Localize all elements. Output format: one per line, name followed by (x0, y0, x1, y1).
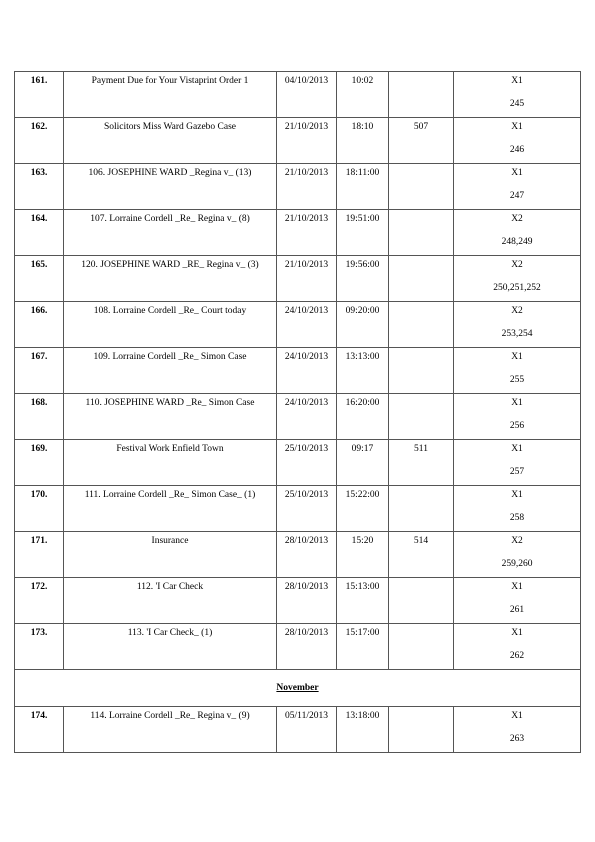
entry-title-cell (64, 707, 277, 753)
table-row (15, 486, 581, 532)
entry-number-cell (15, 707, 64, 753)
table-row (15, 164, 581, 210)
entry-date-cell (277, 164, 337, 210)
month-separator-row (15, 670, 581, 707)
entry-title: 110. JOSEPHINE WARD _Re_ Simon Case (85, 398, 255, 408)
entry-reference-cell (389, 578, 454, 624)
entry-number: 162. (30, 122, 48, 132)
entry-reference (389, 624, 453, 627)
entry-title-cell (64, 72, 277, 118)
entry-date: 25/10/2013 (284, 490, 329, 500)
entry-title-cell (64, 302, 277, 348)
entry-number: 167. (30, 352, 48, 362)
entry-time-cell (337, 210, 389, 256)
entry-title: 113. 'I Car Check_ (1) (127, 628, 213, 638)
entry-count: X1 (511, 168, 523, 178)
entry-number-cell (15, 532, 64, 578)
entry-reference-cell (389, 486, 454, 532)
entry-count: X1 (511, 711, 523, 721)
entry-date-cell (277, 72, 337, 118)
entry-time-cell (337, 440, 389, 486)
entry-pages-cell (454, 72, 581, 118)
correspondence-log-table (14, 71, 581, 753)
entry-date: 21/10/2013 (284, 260, 329, 270)
entry-count: X1 (511, 444, 523, 454)
entry-pages-cell (454, 256, 581, 302)
entry-pages-cell (454, 164, 581, 210)
entry-time: 15:13:00 (345, 582, 380, 592)
entry-time: 15:20 (351, 536, 374, 546)
entry-count: X1 (511, 490, 523, 500)
entry-date-cell (277, 394, 337, 440)
entry-reference-cell (389, 348, 454, 394)
entry-pages: 259,260 (501, 559, 533, 569)
entry-time-cell (337, 624, 389, 670)
entry-number: 170. (30, 490, 48, 500)
entry-pages: 261 (509, 605, 525, 615)
entry-title-cell (64, 624, 277, 670)
entry-number: 171. (30, 536, 48, 546)
entry-reference (389, 486, 453, 489)
entry-number-cell (15, 256, 64, 302)
entry-time: 13:13:00 (345, 352, 380, 362)
entry-date: 28/10/2013 (284, 536, 329, 546)
entry-date-cell (277, 256, 337, 302)
entry-title-cell (64, 256, 277, 302)
entry-time: 18:10 (351, 122, 374, 132)
entry-count: X2 (511, 306, 523, 316)
entry-time-cell (337, 532, 389, 578)
entry-time: 09:20:00 (345, 306, 380, 316)
entry-title-cell (64, 440, 277, 486)
entry-reference (389, 394, 453, 397)
entry-title: Solicitors Miss Ward Gazebo Case (103, 122, 237, 132)
entry-title: 112. 'I Car Check (136, 582, 204, 592)
entry-number: 172. (30, 582, 48, 592)
entry-time: 13:18:00 (345, 711, 380, 721)
entry-date: 04/10/2013 (284, 76, 329, 86)
entry-date: 21/10/2013 (284, 214, 329, 224)
entry-pages: 258 (509, 513, 525, 523)
entry-number-cell (15, 394, 64, 440)
entry-reference-cell (389, 118, 454, 164)
entry-count: X1 (511, 352, 523, 362)
entry-time-cell (337, 118, 389, 164)
entry-number-cell (15, 440, 64, 486)
entry-reference: 514 (413, 536, 429, 546)
entry-pages: 255 (509, 375, 525, 385)
entry-number-cell (15, 72, 64, 118)
entry-reference (389, 210, 453, 213)
entry-pages: 257 (509, 467, 525, 477)
entry-pages-cell (454, 210, 581, 256)
entry-date-cell (277, 348, 337, 394)
table-row (15, 348, 581, 394)
entry-time: 18:11:00 (345, 168, 380, 178)
entry-pages-cell (454, 624, 581, 670)
entry-title-cell (64, 210, 277, 256)
entry-date-cell (277, 440, 337, 486)
entry-reference (389, 302, 453, 305)
entry-reference (389, 164, 453, 167)
log-body (15, 72, 581, 753)
entry-number: 174. (30, 711, 48, 721)
entry-number-cell (15, 164, 64, 210)
entry-number-cell (15, 578, 64, 624)
entry-pages-cell (454, 394, 581, 440)
entry-pages: 245 (509, 99, 525, 109)
entry-time: 16:20:00 (345, 398, 380, 408)
entry-pages-cell (454, 532, 581, 578)
entry-time-cell (337, 72, 389, 118)
entry-pages-cell (454, 118, 581, 164)
entry-title: 109. Lorraine Cordell _Re_ Simon Case (93, 352, 247, 362)
month-label: November (276, 683, 319, 693)
table-row (15, 256, 581, 302)
entry-number-cell (15, 302, 64, 348)
entry-title: 106. JOSEPHINE WARD _Regina v_ (13) (88, 168, 252, 178)
entry-reference (389, 578, 453, 581)
entry-title: Festival Work Enfield Town (116, 444, 224, 454)
entry-number-cell (15, 118, 64, 164)
entry-number-cell (15, 210, 64, 256)
entry-time-cell (337, 486, 389, 532)
entry-date-cell (277, 486, 337, 532)
entry-date-cell (277, 578, 337, 624)
entry-count: X2 (511, 536, 523, 546)
entry-title: 108. Lorraine Cordell _Re_ Court today (93, 306, 247, 316)
entry-reference-cell (389, 707, 454, 753)
entry-date-cell (277, 624, 337, 670)
table-row (15, 210, 581, 256)
entry-time-cell (337, 707, 389, 753)
entry-time: 15:22:00 (345, 490, 380, 500)
entry-reference-cell (389, 532, 454, 578)
entry-reference-cell (389, 440, 454, 486)
entry-number: 163. (30, 168, 48, 178)
table-row (15, 624, 581, 670)
table-row (15, 440, 581, 486)
entry-pages-cell (454, 486, 581, 532)
entry-date-cell (277, 532, 337, 578)
entry-title-cell (64, 486, 277, 532)
table-row (15, 302, 581, 348)
entry-title: Insurance (151, 536, 189, 546)
entry-reference-cell (389, 394, 454, 440)
entry-number: 165. (30, 260, 48, 270)
entry-count: X1 (511, 76, 523, 86)
entry-title-cell (64, 118, 277, 164)
entry-reference-cell (389, 302, 454, 348)
table-row (15, 118, 581, 164)
entry-title: 111. Lorraine Cordell _Re_ Simon Case_ (1) (84, 490, 256, 500)
entry-pages: 262 (509, 651, 525, 661)
entry-date: 21/10/2013 (284, 122, 329, 132)
entry-time-cell (337, 256, 389, 302)
entry-title: 107. Lorraine Cordell _Re_ Regina v_ (8) (90, 214, 250, 224)
entry-date: 28/10/2013 (284, 628, 329, 638)
entry-time: 19:56:00 (345, 260, 380, 270)
entry-title-cell (64, 394, 277, 440)
entry-number-cell (15, 486, 64, 532)
entry-time-cell (337, 348, 389, 394)
entry-time-cell (337, 394, 389, 440)
entry-pages: 248,249 (501, 237, 533, 247)
entry-pages-cell (454, 440, 581, 486)
entry-time: 10:02 (351, 76, 374, 86)
entry-pages-cell (454, 578, 581, 624)
entry-number-cell (15, 348, 64, 394)
entry-reference (389, 256, 453, 259)
entry-date: 28/10/2013 (284, 582, 329, 592)
table-row (15, 394, 581, 440)
table-row (15, 578, 581, 624)
entry-count: X1 (511, 122, 523, 132)
entry-date-cell (277, 302, 337, 348)
entry-reference-cell (389, 72, 454, 118)
entry-date-cell (277, 210, 337, 256)
entry-time: 09:17 (351, 444, 374, 454)
entry-title: Payment Due for Your Vistaprint Order 1 (91, 76, 249, 86)
entry-number: 166. (30, 306, 48, 316)
entry-date-cell (277, 118, 337, 164)
entry-number: 161. (30, 76, 48, 86)
entry-reference (389, 707, 453, 710)
entry-title-cell (64, 164, 277, 210)
entry-pages: 256 (509, 421, 525, 431)
entry-time-cell (337, 302, 389, 348)
entry-time: 19:51:00 (345, 214, 380, 224)
entry-date: 21/10/2013 (284, 168, 329, 178)
entry-title-cell (64, 578, 277, 624)
entry-reference (389, 72, 453, 75)
entry-title: 114. Lorraine Cordell _Re_ Regina v_ (9) (90, 711, 250, 721)
entry-reference: 511 (414, 444, 428, 454)
table-row (15, 72, 581, 118)
table-row (15, 532, 581, 578)
entry-time: 15:17:00 (345, 628, 380, 638)
table-row (15, 707, 581, 753)
entry-count: X2 (511, 260, 523, 270)
entry-count: X1 (511, 628, 523, 638)
entry-count: X2 (511, 214, 523, 224)
entry-pages: 247 (509, 191, 525, 201)
entry-title-cell (64, 348, 277, 394)
entry-reference-cell (389, 256, 454, 302)
entry-reference-cell (389, 164, 454, 210)
entry-reference-cell (389, 210, 454, 256)
entry-title: 120. JOSEPHINE WARD _RE_ Regina v_ (3) (81, 260, 259, 270)
entry-reference (389, 348, 453, 351)
entry-pages-cell (454, 302, 581, 348)
entry-number: 169. (30, 444, 48, 454)
entry-pages: 250,251,252 (493, 283, 541, 293)
entry-time-cell (337, 164, 389, 210)
entry-pages-cell (454, 348, 581, 394)
entry-count: X1 (511, 398, 523, 408)
month-separator-cell (15, 670, 581, 707)
entry-number: 173. (30, 628, 48, 638)
entry-date-cell (277, 707, 337, 753)
entry-date: 24/10/2013 (284, 398, 329, 408)
entry-reference: 507 (413, 122, 429, 132)
entry-date: 05/11/2013 (285, 711, 328, 721)
entry-number-cell (15, 624, 64, 670)
entry-date: 24/10/2013 (284, 306, 329, 316)
entry-pages: 246 (509, 145, 525, 155)
entry-reference-cell (389, 624, 454, 670)
entry-pages: 253,254 (501, 329, 533, 339)
entry-pages-cell (454, 707, 581, 753)
entry-number: 168. (30, 398, 48, 408)
entry-count: X1 (511, 582, 523, 592)
entry-number: 164. (30, 214, 48, 224)
entry-title-cell (64, 532, 277, 578)
entry-time-cell (337, 578, 389, 624)
entry-date: 25/10/2013 (284, 444, 329, 454)
entry-pages: 263 (509, 734, 525, 744)
entry-date: 24/10/2013 (284, 352, 329, 362)
